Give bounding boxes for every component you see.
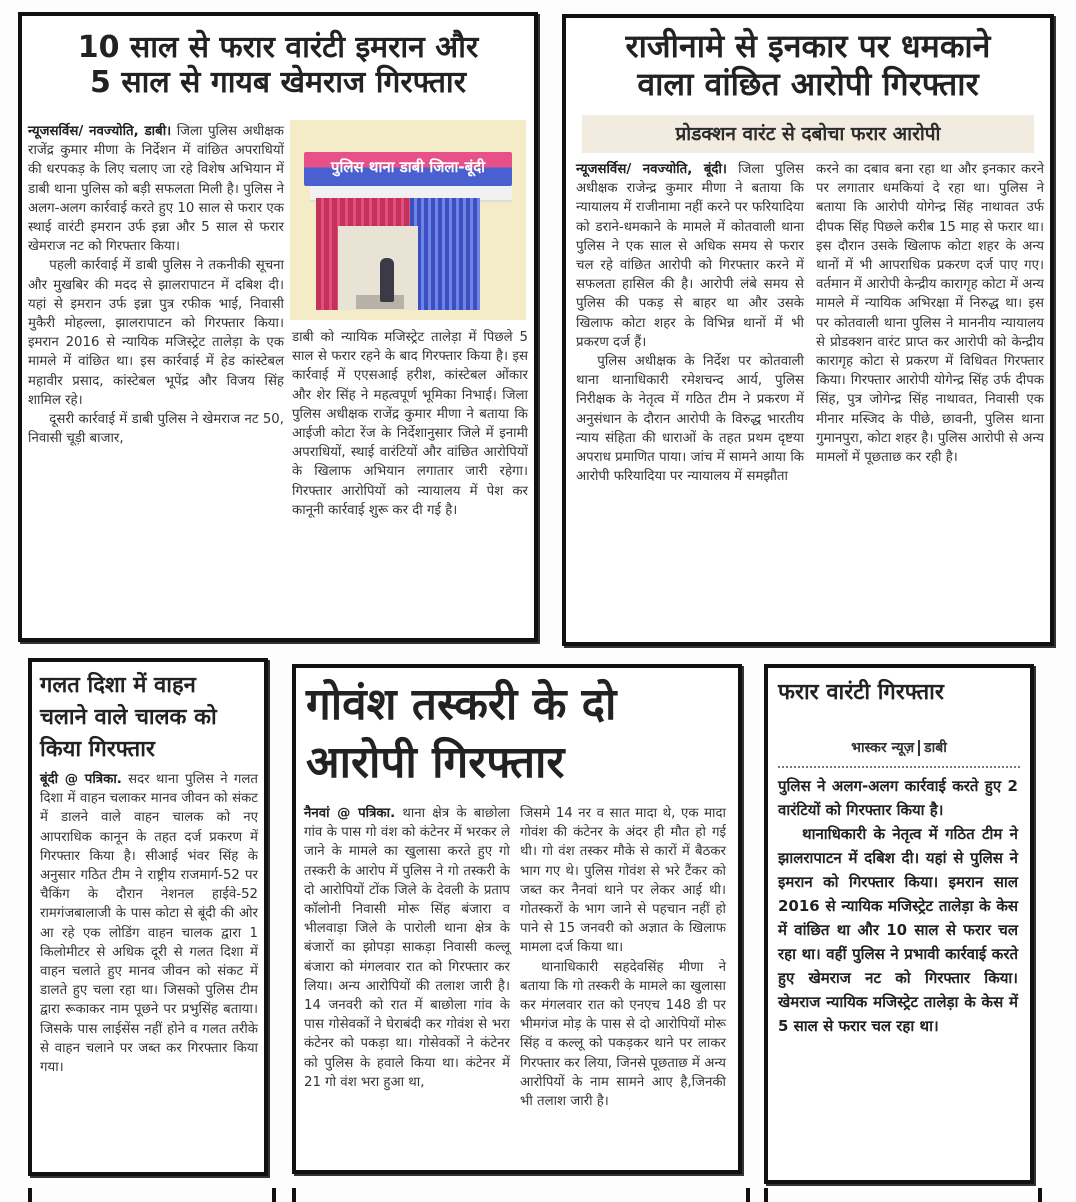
paragraph: थानाधिकारी के नेतृत्व में गठित टीम ने झालरापाटन में दबिश दी। यहां से पुलिस ने इमरान को गिरफ्तार किया। इमरान साल 2016 से न्यायिक मजिस्ट्रेट तालेड़ा के केस में वांछित था और 10 साल से फरार चल रहा था। वहीं पुलिस ने प्रभावी कार्रवाई करते हुए खेमराज नट को गिरफ्तार किया। खेमराज न्यायिक मजिस्ट्रेट तालेड़ा के केस में 5 साल से फरार चल रहा था। (778, 825, 1018, 1035)
paragraph: पुलिस ने अलग-अलग कार्रवाई करते हुए 2 वारंटियों को गिरफ्तार किया है। (778, 777, 1018, 819)
headline (306, 676, 616, 792)
column-1 (28, 122, 284, 448)
byline-place: डाबी (924, 740, 947, 756)
dotted-divider (778, 766, 1020, 768)
headline (566, 28, 1050, 104)
headline-line-2: 5 साल से गायब खेमराज गिरफ्तार (90, 65, 466, 101)
headline: फरार वारंटी गिरफ्तार (778, 680, 944, 705)
article-absconding-warrantee (764, 664, 1034, 1184)
paragraph: दूसरी कार्रवाई में डाबी पुलिस ने खेमराज नट 50, निवासी चूड़ी बाजार, (28, 412, 284, 447)
dateline: नैनवां @ पत्रिका. (304, 806, 396, 821)
dateline: न्यूजसर्विस/ नवज्योति, बूंदी। (576, 162, 727, 177)
column-1 (576, 160, 804, 486)
byline-separator (918, 740, 920, 756)
subheadline: प्रोडक्शन वारंट से दबोचा फरार आरोपी (582, 115, 1034, 153)
column (778, 774, 1018, 1038)
dateline: न्यूजसर्विस/ नवज्योति, डाबी। (28, 124, 172, 139)
column-2 (816, 160, 1044, 467)
station-sign: पुलिस थाना डाबी जिला-बूंदी (304, 152, 512, 186)
paragraph: पुलिस अधीक्षक के निर्देश पर कोतवाली थाना थानाधिकारी रमेशचन्द आर्य, पुलिस निरीक्षक के नेतृत्व में गठित टीम ने प्रकरण में अनुसंधान के दौरान आरोपी के विरुद्ध भारतीय न्याय संहिता की धाराओं के तहत प्रथम दृष्टया अपराध प्रमाणित पाया। जांच में सामने आया कि आरोपी फरियादिया पर न्यायालय में समझौता (576, 354, 804, 485)
paragraph: जिला पुलिस अधीक्षक राजेन्द्र कुमार मीणा ने बताया कि न्यायालय में राजीनामा नहीं करने पर फरियादिया को डराने-धमकाने के मामले में कोतवाली थाना पुलिस ने एक साल से अधिक समय से फरार चल रहे वांछित आरोपी को गिरफ्तार करने में सफलता हासिल की है। आरोपी लंबे समय से पुलिस की पकड़ से बाहर था और उसके खिलाफ कोटा शहर के विभिन्न थानों में भी प्रकरण दर्ज हैं। (576, 162, 804, 350)
headline (22, 30, 534, 101)
headline-line-1: 10 साल से फरार वारंटी इमरान और (77, 30, 479, 65)
column-2 (520, 804, 726, 1111)
headline-line-2: आरोपी गिरफ्तार (306, 737, 565, 788)
article-wrong-side-driver (28, 658, 268, 1176)
column-2 (292, 328, 528, 520)
paragraph: डाबी को न्यायिक मजिस्ट्रेट तालेड़ा में पिछले 5 साल से फरार रहने के बाद गिरफ्तार किया है। इस कार्रवाई में एएसआई हरीश, कांस्टेबल ओंकार और शेर सिंह ने महत्वपूर्ण भूमिका निभाई। जिला पुलिस अधीक्षक राजेंद्र कुमार मीणा ने बताया कि आईजी कोटा रेंज के निर्देशानुसार जिले में इनामी अपराधियों, स्थाई वारंटियों और वांछित आरोपियों के खिलाफ अभियान लगातार जारी रहेगा। गिरफ्तार आरोपियों को न्यायालय में पेश कर कानूनी कार्रवाई शुरू कर दी गई है। (292, 330, 528, 518)
paragraph: करने का दबाव बना रहा था और इनकार करने पर लगातार धमकियां दे रहा था। पुलिस ने बताया कि आरोपी योगेन्द्र सिंह नाथावत उर्फ दीपक सिंह पिछले करीब 15 माह से फरार था। इस दौरान उसके खिलाफ कोटा शहर के अन्य थानों में भी आपराधिक प्रकरण दर्ज पाए गए। वर्तमान में आरोपी केन्द्रीय कारागृह कोटा में अन्य मामले में न्यायिक अभिरक्षा में निरुद्ध था। इस पर कोतवाली थाना पुलिस ने माननीय न्यायालय से प्रोडक्शन वारंट प्राप्त कर आरोपी को केन्द्रीय कारागृह कोटा से प्रकरण में विधिवत गिरफ्तार किया। गिरफ्तार आरोपी योगेन्द्र सिंह उर्फ दीपक सिंह, पुत्र जोगेन्द्र सिंह नाथावत, निवासी एक मीनार मस्जिद के पीछे, छावनी, पुलिस थाना गुमानपुरा, कोटा शहर है। पुलिस आरोपी से अन्य मामलों में पूछताछ कर रही है। (816, 162, 1044, 466)
paragraph: थानाधिकारी सहदेवसिंह मीणा ने बताया कि गो तस्करी के मामले का खुलासा कर मंगलवार रात को एनएच 148 डी पर भीमगंज मोड़ के पास से दो आरोपियों मोरू सिंह व कल्लू को पकड़कर थाने पर लाकर गिरफ्तार कर लिया, जिनसे पूछताछ में अन्य आरोपियों के नाम सामने आए है,जिनकी भी तलाश जारी है। (520, 959, 726, 1110)
headline-line-2: वाला वांछित आरोपी गिरफ्तार (637, 64, 979, 103)
paragraph: सदर थाना पुलिस ने गलत दिशा में वाहन चलाकर मानव जीवन को संकट में डालने वाले वाहन चालक को नए आपराधिक कानून के तहत दर्ज प्रकरण में गिरफ्तार किया है। सीआई भंवर सिंह के अनुसार गठित टीम ने राष्ट्रीय राजमार्ग-52 पर चैकिंग के दौरान नेशनल हाईवे-52 रामगंजबालाजी के पास कोटा से बूंदी की ओर आ रहे एक लोडिंग वाहन चालक द्वारा 1 किलोमीटर से अधिक दूरी से गलत दिशा में वाहन चलाते हुए मानव जीवन को संकट में डालते हुए चला रहा था। जिसको पुलिस टीम द्वारा रूकाकर नाम पूछने पर प्रभुसिंह बताया। जिसके पास लाईसेंस नहीं होने व गलत तरीके से वाहन चलाने पर जब्त कर गिरफ्तार किया गया। (40, 772, 258, 1076)
column (40, 770, 258, 1077)
paragraph: जिसमे 14 नर व सात मादा थे, एक मादा गोवंश की कंटेनर के अंदर ही मौत हो गई थी। गो वंश तस्कर मौके से कारों में बैठकर भाग गए थे। पुलिस गोवंश से भरे टैंकर को जब्त कर नैनवां थाने पर लेकर आई थी। गोतस्करों के भाग जाने से पहचान नहीं हो पाने से 15 जनवरी को अज्ञात के खिलाफ मामला दर्ज किया था। (520, 806, 726, 956)
person-figure (380, 258, 394, 302)
headline-line-1: राजीनामे से इनकार पर धमकाने (625, 27, 991, 65)
shutter-blue (410, 198, 480, 310)
headline-line-1: गोवंश तस्करी के दो (306, 679, 617, 730)
paragraph: थाना क्षेत्र के बाछोला गांव के पास गो वंश को कंटेनर में भरकर ले जाने के मामले का खुलासा करते हुए गो तस्करी के आरोप में पुलिस ने गो तस्करी के दो आरोपियों टोंक जिले के देवली के प्रताप कॉलोनी निवासी मोरू सिंह बंजारा व भीलवाड़ा जिले के पारोली थाना क्षेत्र के बंजारों का झोपड़ा साकड़ा निवासी कल्लू बंजारा को मंगलवार रात को गिरफ्तार कर लिया। अन्य आरोपियों की तलाश जारी है। 14 जनवरी को रात में बाछोला गांव के पास गोसेवकों ने घेराबंदी कर गोवंश से भरा कंटेनर को पकड़ा था। गोसेवकों ने कंटेनर को पुलिस के हवाले किया था। कंटेनर में 21 गो वंश भरा हुआ था, (304, 806, 511, 1090)
paragraph: जिला पुलिस अधीक्षक राजेंद्र कुमार मीणा के निर्देशन में वांछित अपराधियों की धरपकड़ के लिए चलाए जा रहे विशेष अभियान में डाबी थाना पुलिस को बड़ी सफलता मिली है। पुलिस ने अलग-अलग कार्रवाई करते हुए 10 साल से फरार एक स्थाई वारंटी इमरान उर्फ इन्ना और 5 साल से फरार खेमराज नट को गिरफ्तार किया। (28, 124, 284, 255)
byline (768, 738, 1030, 757)
article-production-warrant (562, 14, 1054, 646)
column-1 (304, 804, 510, 1092)
article-imran-khemraj (18, 12, 538, 642)
dateline: बूंदी @ पत्रिका. (40, 772, 122, 787)
headline: गलत दिशा में वाहन चलाने वाले चालक को किया गिरफ्तार (40, 673, 217, 762)
paragraph: पहली कार्रवाई में डाबी पुलिस ने तकनीकी सूचना और मुखबिर की मदद से झालरापाटन में दबिश दी। यहां से इमरान उर्फ इन्ना पुत्र रफीक भाई, निवासी मुकैरी मोहल्ला, झालरापाटन को गिरफ्तार किया। इमरान 2016 से न्यायिक मजिस्ट्रेट तालेड़ा के एक मामले में वांछित था। इस कार्रवाई में हेड कांस्टेबल महावीर प्रसाद, कांस्टेबल भूपेंद्र और विजय सिंह शामिल रहे। (28, 258, 284, 408)
police-station-photo (290, 120, 526, 320)
article-cattle-smuggling (292, 664, 742, 1174)
byline-source: भास्कर न्यूज़ (851, 740, 915, 756)
